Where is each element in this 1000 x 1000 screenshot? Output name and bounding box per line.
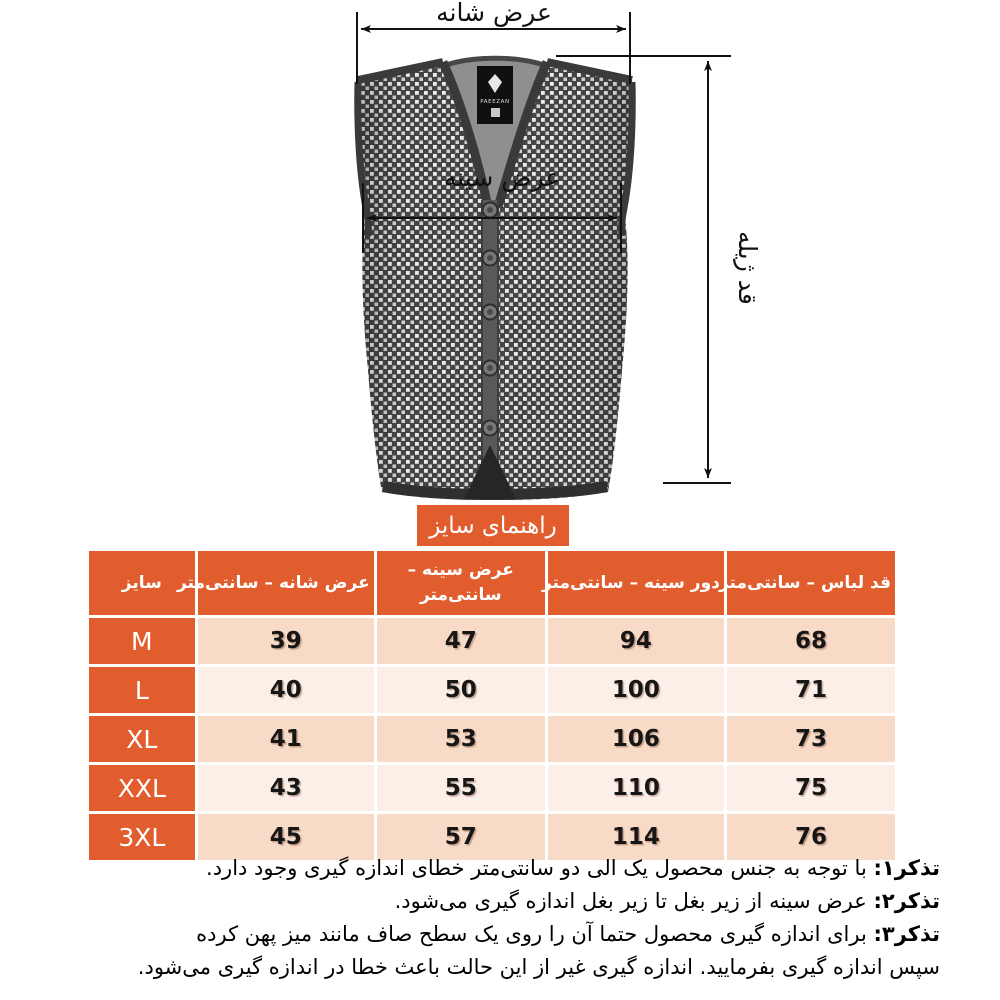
table-header-row <box>89 551 895 615</box>
brand-label <box>477 66 513 124</box>
table-row <box>89 667 895 713</box>
length-value: 75 <box>727 765 895 811</box>
chest-width-value: 55 <box>377 765 545 811</box>
note-line <box>58 885 940 918</box>
vest-length-label: قد ژیله <box>733 231 762 305</box>
size-label: M <box>89 618 195 664</box>
length-value: 71 <box>727 667 895 713</box>
shoulder-width-label: عرض شانه <box>436 0 552 27</box>
note-line <box>58 852 940 885</box>
size-label: XXL <box>89 765 195 811</box>
shoulder-value: 39 <box>198 618 374 664</box>
chest-width-value: 50 <box>377 667 545 713</box>
note-text: با توجه به جنس محصول یک الی دو سانتی‌متر خطای اندازه گیری وجود دارد. <box>206 856 874 880</box>
chest-width-value: 57 <box>377 814 545 860</box>
shoulder-value: 45 <box>198 814 374 860</box>
chest-circumference-value: 106 <box>548 716 724 762</box>
table-row <box>89 618 895 664</box>
note-text: سپس اندازه گیری بفرمایید. اندازه گیری غیر از این حالت باعث خطا در اندازه گیری می‌شود. <box>137 955 940 979</box>
shoulder-value: 43 <box>198 765 374 811</box>
vest-image <box>358 58 632 500</box>
note-label: تذکر۱: <box>873 856 940 880</box>
length-value: 76 <box>727 814 895 860</box>
size-table <box>86 548 898 863</box>
size-guide-title: راهنمای سایز <box>417 505 569 546</box>
chest-circumference-value: 94 <box>548 618 724 664</box>
header-garment-length: قد لباس – سانتی‌متر <box>727 551 895 615</box>
measurement-notes <box>58 852 940 984</box>
chest-circumference-value: 110 <box>548 765 724 811</box>
header-chest-width: عرض سینه – سانتی‌متر <box>377 551 545 615</box>
table-row <box>89 765 895 811</box>
chest-circumference-value: 100 <box>548 667 724 713</box>
note-line <box>58 951 940 984</box>
shoulder-value: 41 <box>198 716 374 762</box>
note-text: عرض سینه از زیر بغل تا زیر بغل اندازه گیری می‌شود. <box>394 889 874 913</box>
note-line <box>58 918 940 951</box>
chest-width-value: 53 <box>377 716 545 762</box>
brand-name: PAEEZAN <box>480 99 510 105</box>
chest-width-label: عرض سینه <box>443 163 561 192</box>
note-text: برای اندازه گیری محصول حتما آن را روی یک سطح صاف مانند میز پهن کرده <box>196 922 874 946</box>
shoulder-value: 40 <box>198 667 374 713</box>
chest-width-value: 47 <box>377 618 545 664</box>
length-value: 68 <box>727 618 895 664</box>
size-label: XL <box>89 716 195 762</box>
table-row <box>89 716 895 762</box>
note-label: تذکر۳: <box>873 922 940 946</box>
length-value: 73 <box>727 716 895 762</box>
header-size: سایز <box>89 551 195 615</box>
chest-circumference-value: 114 <box>548 814 724 860</box>
header-shoulder-width: عرض شانه – سانتی‌متر <box>198 551 374 615</box>
note-label: تذکر۲: <box>873 889 940 913</box>
size-label: 3XL <box>89 814 195 860</box>
size-label: L <box>89 667 195 713</box>
header-chest-circumference: دور سینه – سانتی‌متر <box>548 551 724 615</box>
